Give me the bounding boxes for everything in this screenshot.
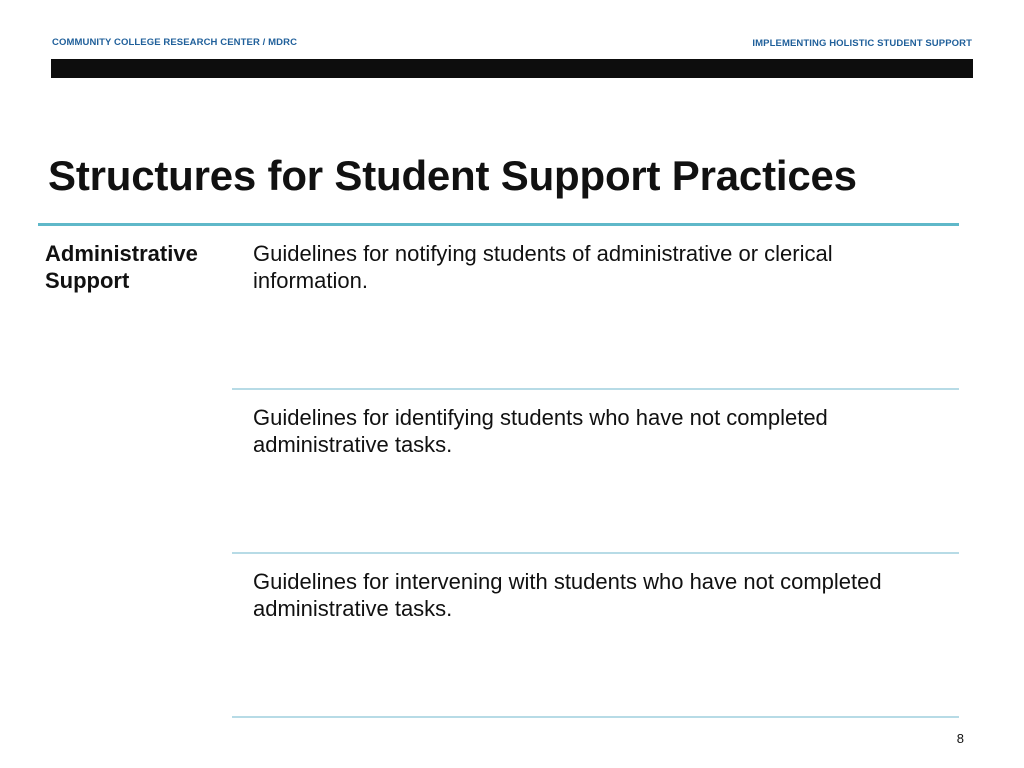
row-divider [232, 716, 959, 718]
report-header: IMPLEMENTING HOLISTIC STUDENT SUPPORT [752, 38, 972, 49]
practice-row [232, 554, 959, 718]
practice-row [232, 226, 959, 390]
organization-header: COMMUNITY COLLEGE RESEARCH CENTER / MDRC [52, 37, 298, 48]
practice-row [232, 390, 959, 554]
header-bar [51, 59, 973, 78]
page-number: 8 [956, 731, 964, 746]
practice-text: Guidelines for notifying students of administrative or clerical information. [253, 241, 833, 293]
practice-text: Guidelines for intervening with students who have not completed administrative tasks. [253, 569, 882, 621]
page-title: Structures for Student Support Practices [48, 152, 857, 200]
category-label: Administrative Support [45, 241, 198, 293]
practice-text: Guidelines for identifying students who have not completed administrative tasks. [253, 405, 828, 457]
